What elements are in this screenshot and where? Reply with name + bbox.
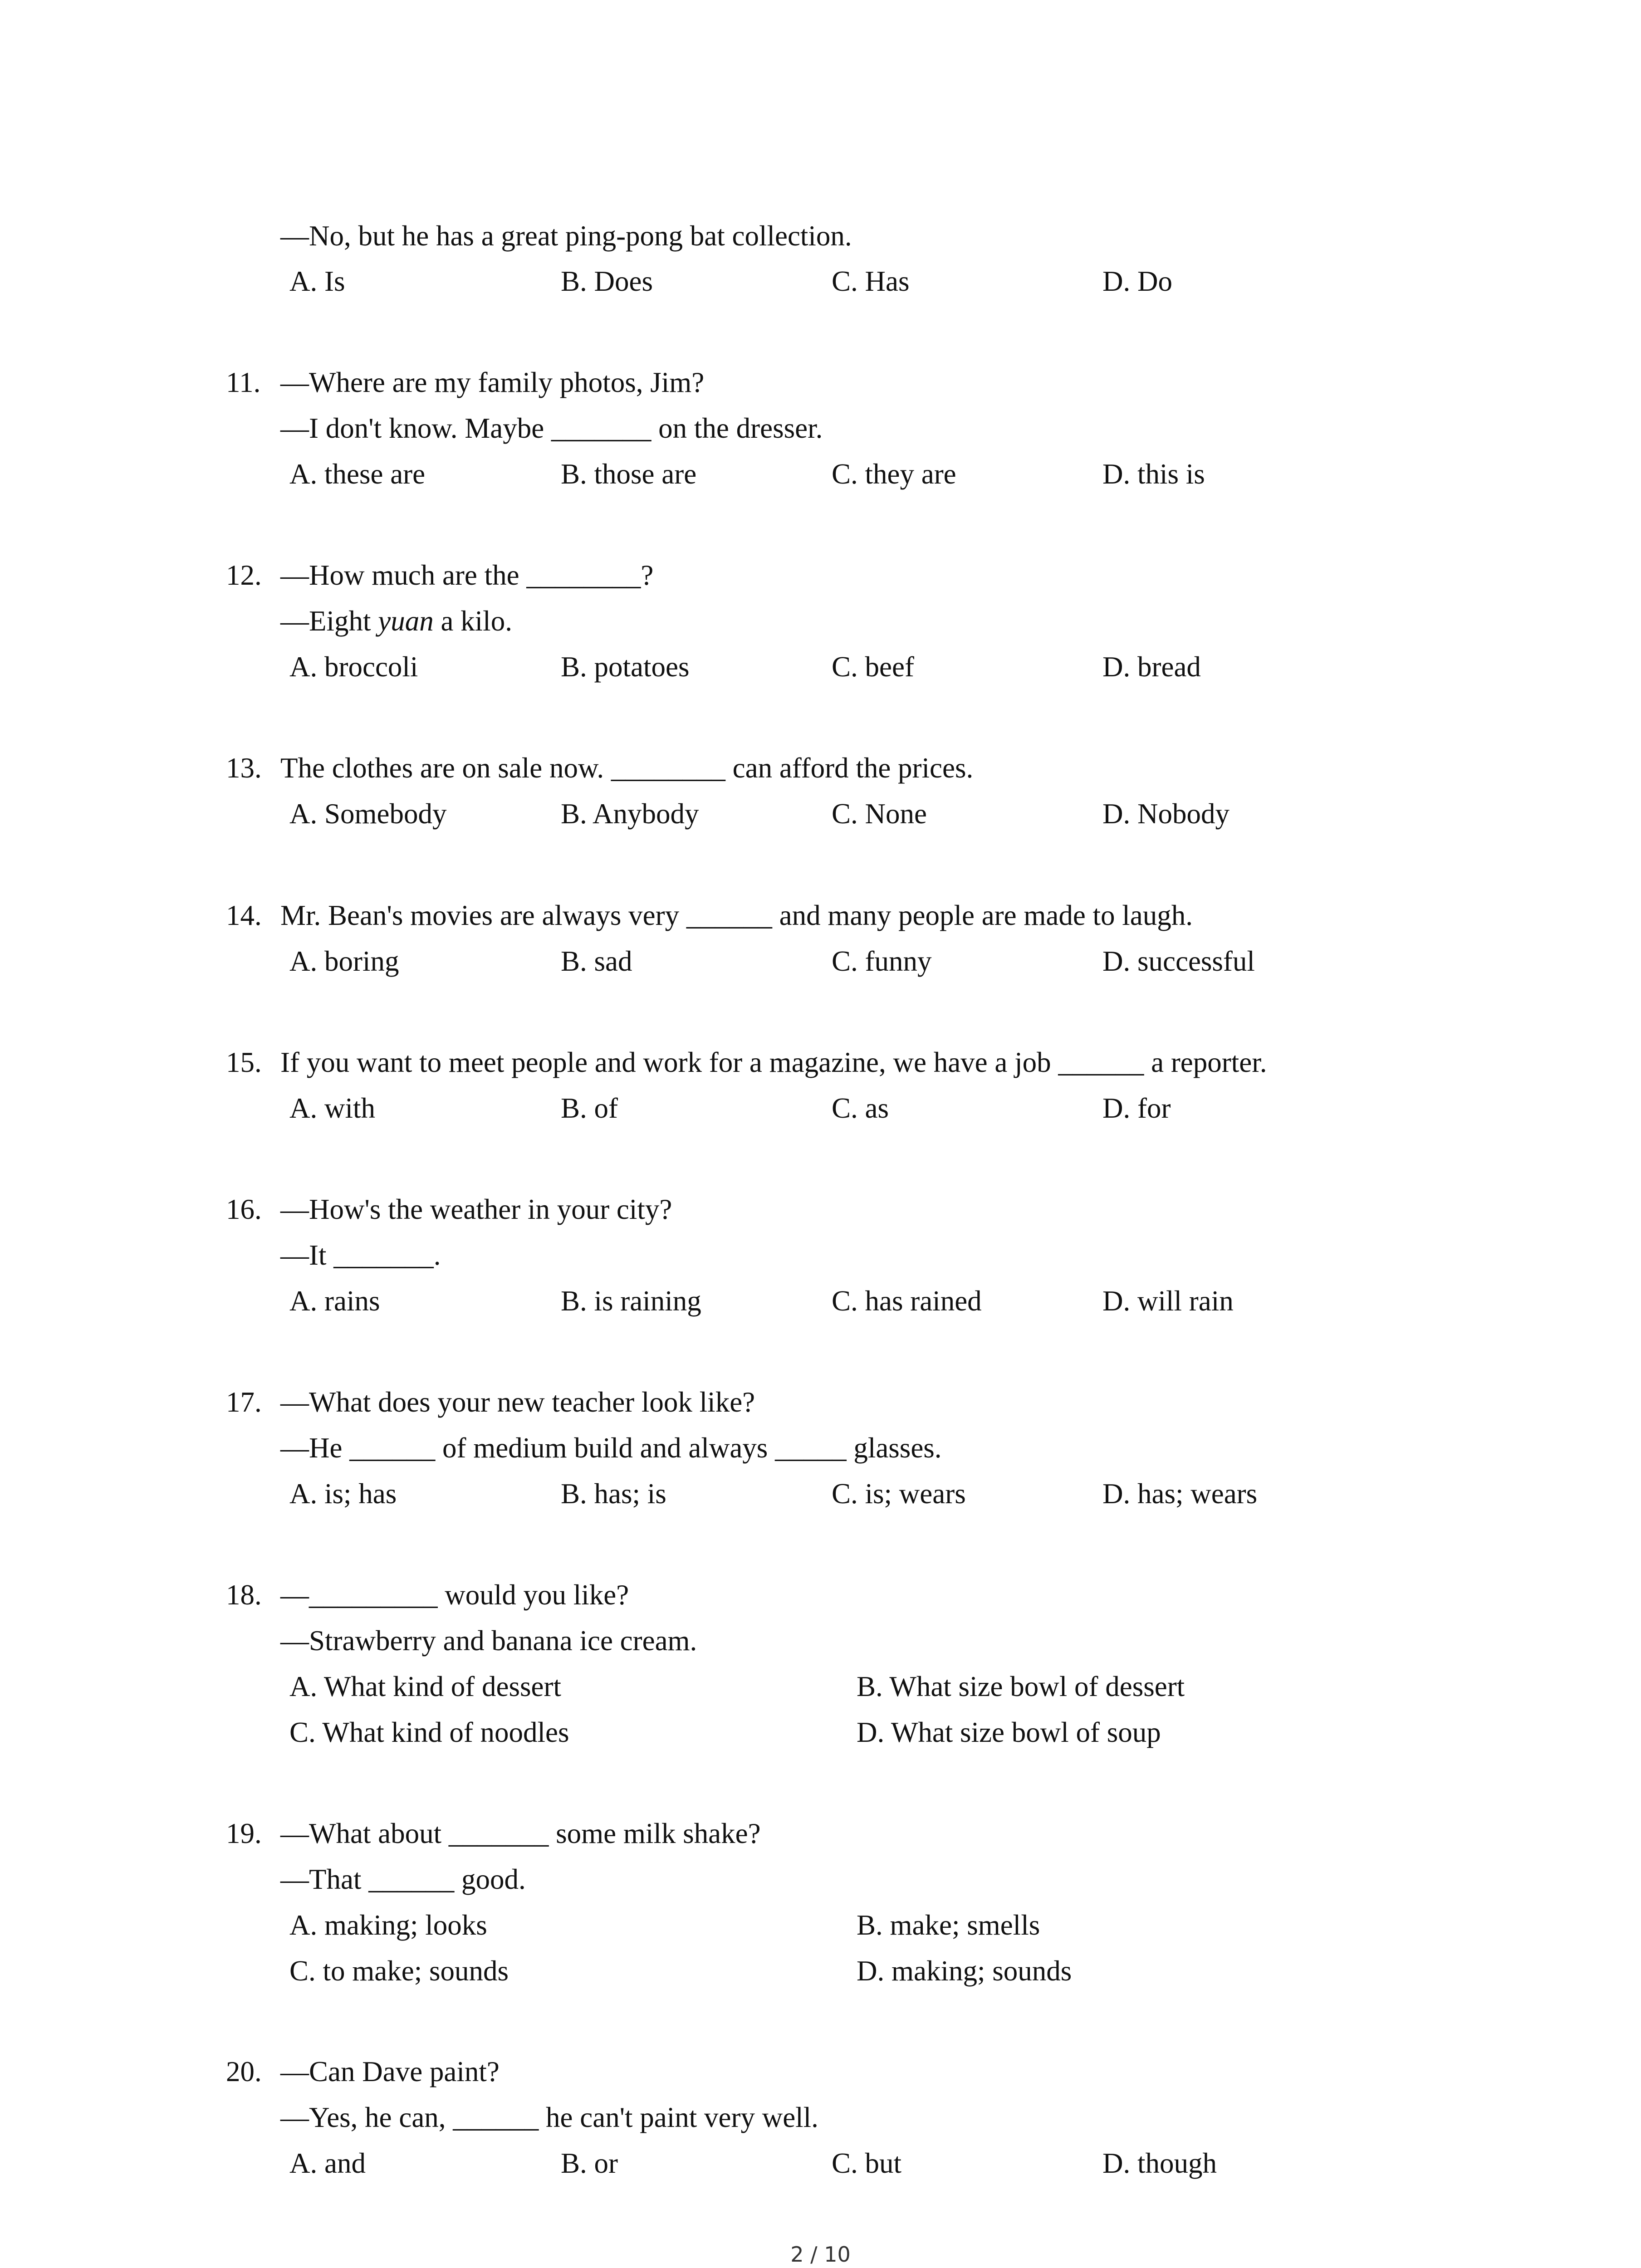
question-12-option-d: D. bread [1102,651,1201,683]
question-12-line-2-end: a kilo. [433,605,512,637]
question-18-option-a: A. What kind of dessert [289,1671,561,1702]
question-18-line-1: —_________ would you like? [280,1579,629,1611]
question-18-option-d: D. What size bowl of soup [857,1716,1161,1748]
question-19-option-d: D. making; sounds [857,1955,1072,1987]
question-16-option-a: A. rains [289,1285,380,1317]
question-13-option-d: D. Nobody [1102,798,1230,830]
question-12-option-b: B. potatoes [561,651,690,683]
question-19-option-a: A. making; looks [289,1909,487,1941]
question-13-line-1: The clothes are on sale now. ________ can afford the prices. [280,752,974,784]
question-15-option-a: A. with [289,1092,375,1124]
question-15-number: 15. [226,1046,262,1078]
question-10-option-a: A. Is [289,265,345,297]
question-15-option-c: C. as [832,1092,889,1124]
question-13-option-c: C. None [832,798,927,830]
question-12-line-1: —How much are the ________? [280,559,654,591]
question-14-option-a: A. boring [289,945,399,977]
question-20-option-a: A. and [289,2147,366,2179]
question-20-option-b: B. or [561,2147,618,2179]
question-10-option-c: C. Has [832,265,910,297]
question-17-line-2: —He ______ of medium build and always _____ glasses. [280,1432,942,1464]
question-11-option-c: C. they are [832,458,956,490]
question-16-line-1: —How's the weather in your city? [280,1193,672,1225]
question-12-number: 12. [226,559,262,591]
question-20-line-2: —Yes, he can, ______ he can't paint very well. [280,2102,818,2133]
question-17-option-a: A. is; has [289,1478,397,1510]
question-17-line-1: —What does your new teacher look like? [280,1386,755,1418]
question-17-option-d: D. has; wears [1102,1478,1258,1510]
question-18-line-2: —Strawberry and banana ice cream. [280,1625,697,1657]
question-19-line-2: —That ______ good. [280,1863,526,1895]
question-16-option-b: B. is raining [561,1285,701,1317]
question-14-option-d: D. successful [1102,945,1255,977]
question-12-line-2 [280,603,512,639]
question-19-line-1: —What about _______ some milk shake? [280,1818,761,1849]
question-19-number: 19. [226,1818,262,1849]
question-19-option-b: B. make; smells [857,1909,1040,1941]
question-15-option-d: D. for [1102,1092,1171,1124]
question-11-option-b: B. those are [561,458,697,490]
question-20-option-c: C. but [832,2147,902,2179]
question-14-option-b: B. sad [561,945,632,977]
question-14-option-c: C. funny [832,945,932,977]
question-18-number: 18. [226,1579,262,1611]
question-11-option-a: A. these are [289,458,426,490]
question-15-option-b: B. of [561,1092,618,1124]
question-12-yuan-word: yuan [378,605,434,637]
question-12-line-2-start: —Eight [280,605,378,637]
question-16-option-c: C. has rained [832,1285,982,1317]
question-18-option-b: B. What size bowl of dessert [857,1671,1185,1702]
question-10-option-d: D. Do [1102,265,1172,297]
question-13-option-b: B. Anybody [561,798,699,830]
question-14-number: 14. [226,899,262,931]
question-16-number: 16. [226,1193,262,1225]
question-17-option-c: C. is; wears [832,1478,966,1510]
question-11-number: 11. [226,367,261,398]
question-11-line-2: —I don't know. Maybe _______ on the dresser. [280,412,823,444]
question-11-option-d: D. this is [1102,458,1205,490]
question-20-option-d: D. though [1102,2147,1217,2179]
question-10-answer-line: —No, but he has a great ping-pong bat collection. [280,220,852,252]
question-16-line-2: —It _______. [280,1239,441,1271]
question-17-option-b: B. has; is [561,1478,666,1510]
question-13-number: 13. [226,752,262,784]
question-14-line-1: Mr. Bean's movies are always very ______ and many people are made to laugh. [280,899,1193,931]
question-20-line-1: —Can Dave paint? [280,2056,500,2087]
page-number: 2 / 10 [790,2242,851,2267]
question-10-option-b: B. Does [561,265,653,297]
question-12-option-a: A. broccoli [289,651,418,683]
question-12-option-c: C. beef [832,651,914,683]
question-15-line-1: If you want to meet people and work for a magazine, we have a job ______ a reporter. [280,1046,1267,1078]
question-20-number: 20. [226,2056,262,2087]
question-18-option-c: C. What kind of noodles [289,1716,569,1748]
question-19-option-c: C. to make; sounds [289,1955,509,1987]
question-13-option-a: A. Somebody [289,798,447,830]
question-17-number: 17. [226,1386,262,1418]
question-11-line-1: —Where are my family photos, Jim? [280,367,705,398]
question-16-option-d: D. will rain [1102,1285,1234,1317]
